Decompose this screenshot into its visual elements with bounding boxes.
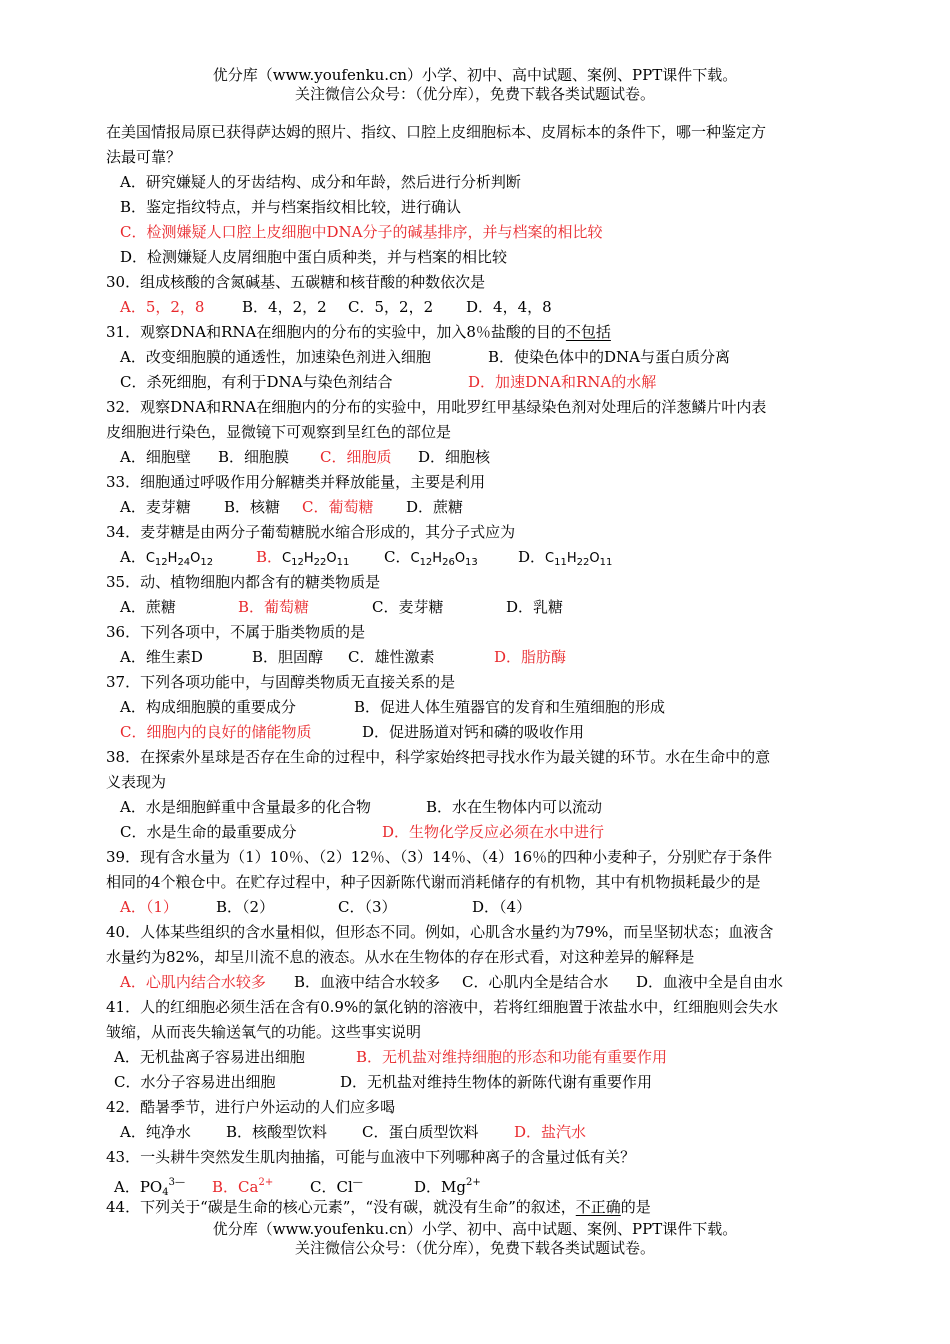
q43-option-b-sup: 2+ <box>258 1177 274 1188</box>
q36-option-c: C．雄性激素 <box>348 648 435 666</box>
footer-line-1: 优分库（www.youfenku.cn）小学、初中、高中试题、案例、PPT课件下载。 <box>212 1220 738 1238</box>
q42-option-c: C．蛋白质型饮料 <box>362 1123 479 1141</box>
q32-options <box>106 445 858 470</box>
q35-option-c: C．麦芽糖 <box>372 598 444 616</box>
q30-option-c: C．5，2，2 <box>348 298 434 316</box>
q43-option-a-sub: 4 <box>162 1187 169 1198</box>
q41-stem-2: 皱缩，从而丧失输送氧气的功能。这些事实说明 <box>106 1023 422 1041</box>
q34-options <box>106 545 858 570</box>
q34-formula-a: $C_{12}H_{24}O_{12}$ <box>145 551 214 568</box>
q39-stem-1: 39．现有含水量为（1）10％、（2）12％、（3）14％、（4）16％的四种小麦种子，分别贮存于条件 <box>106 848 773 866</box>
q40-option-c: C．心肌内全是结合水 <box>462 973 609 991</box>
q31-option-a: A．改变细胞膜的通透性，加速染色剂进入细胞 <box>120 348 431 366</box>
q39-stem-2: 相同的4个粮仓中。在贮存过程中，种子因新陈代谢而消耗储存的有机物，其中有机物损耗最少的是 <box>106 873 761 891</box>
q44-stem-underlined: 不正确 <box>575 1198 621 1216</box>
q34-option-c <box>384 545 518 575</box>
q34-formula-c: $C_{12}H_{26}O_{13}$ <box>410 551 478 568</box>
q36-option-b: B．胆固醇 <box>252 648 324 666</box>
q34-c-h: 26 <box>442 557 455 568</box>
q34-stem: 34．麦芽糖是由两分子葡萄糖脱水缩合形成的，其分子式应为 <box>106 523 516 541</box>
q36-stem: 36．下列各项中，不属于脂类物质的是 <box>106 623 366 641</box>
q41-option-c: C．水分子容易进出细胞 <box>114 1073 276 1091</box>
q40-stem-2: 水量约为82%，却呈川流不息的液态。从水在生物体的存在形式看，对这种差异的解释是 <box>106 948 695 966</box>
q37-option-d: D．促进肠道对钙和磷的吸收作用 <box>362 723 585 741</box>
q34-option-c-label: C． <box>384 548 411 566</box>
q44-stem-text: 44．下列关于“碳是生命的核心元素”，“没有碳，就没有生命”的叙述， <box>106 1198 576 1216</box>
q32-option-a: A．细胞壁 <box>120 448 191 466</box>
q32-option-d: D．细胞核 <box>418 448 491 466</box>
q43-option-c-sup: — <box>352 1177 363 1188</box>
q31-option-d-answer: D．加速DNA和RNA的水解 <box>468 373 657 391</box>
q35-option-d: D．乳糖 <box>506 598 564 616</box>
q40-option-b: B．血液中结合水较多 <box>294 973 441 991</box>
q38-stem-2: 义表现为 <box>106 773 167 791</box>
q31-option-b: B．使染色体中的DNA与蛋白质分离 <box>488 348 731 366</box>
q29-stem-2: 法最可靠？ <box>106 148 182 166</box>
q41-option-d: D．无机盐对维持生物体的新陈代谢有重要作用 <box>340 1073 653 1091</box>
page-footer <box>0 1220 950 1258</box>
q43-option-b-text: B．Ca <box>212 1178 259 1196</box>
q39-option-b: B．（2） <box>216 898 275 916</box>
q37-stem: 37．下列各项功能中，与固醇类物质无直接关系的是 <box>106 673 456 691</box>
q34-c-o: 13 <box>465 557 478 568</box>
q35-options <box>106 595 858 620</box>
q33-option-d: D．蔗糖 <box>406 498 464 516</box>
q37-option-a: A．构成细胞膜的重要成分 <box>120 698 296 716</box>
q30-option-d: D．4，4，8 <box>466 298 552 316</box>
q29-option-c-answer: C．检测嫌疑人口腔上皮细胞中DNA分子的碱基排序，并与档案的相比较 <box>120 223 603 241</box>
q40-options <box>106 970 858 995</box>
q41-options-cd <box>106 1070 858 1095</box>
q39-options <box>106 895 858 920</box>
q31-options-cd <box>106 370 858 395</box>
q34-b-c: 12 <box>291 557 304 568</box>
q31-option-c: C．杀死细胞，有利于DNA与染色剂结合 <box>120 373 393 391</box>
q31-stem <box>106 320 858 345</box>
q29-stem-1: 在美国情报局原已获得萨达姆的照片、指纹、口腔上皮细胞标本、皮屑标本的条件下，哪一种鉴定方 <box>106 123 767 141</box>
q38-option-b: B．水在生物体内可以流动 <box>426 798 603 816</box>
q42-option-a: A．纯净水 <box>120 1123 191 1141</box>
q34-option-a-label: A． <box>120 548 146 566</box>
q34-c-c: 12 <box>419 557 433 568</box>
question-list <box>106 120 858 1220</box>
q41-stem-1: 41．人的红细胞必须生活在含有0.9%的氯化钠的溶液中，若将红细胞置于浓盐水中，红细胞则会失水 <box>106 998 779 1016</box>
q34-a-h: 24 <box>177 557 191 568</box>
q34-d-c: 11 <box>554 557 567 568</box>
q37-options-cd <box>106 720 858 745</box>
q32-option-c-answer: C．细胞质 <box>320 448 392 466</box>
q44-stem-end: 的是 <box>620 1198 651 1216</box>
q37-option-b: B．促进人体生殖器官的发育和生殖细胞的形成 <box>354 698 666 716</box>
q43-options <box>106 1170 858 1198</box>
q36-option-a: A．维生素D <box>120 648 203 666</box>
q34-formula-d: $C_{11}H_{22}O_{11}$ <box>545 551 613 568</box>
q37-options-ab <box>106 695 858 720</box>
q33-option-c-answer: C．葡萄糖 <box>302 498 374 516</box>
q32-stem-1: 32．观察DNA和RNA在细胞内的分布的实验中，用吡罗红甲基绿染色剂对处理后的洋葱鳞片叶内表 <box>106 398 767 416</box>
q33-options <box>106 495 858 520</box>
q30-option-a-answer: A．5，2，8 <box>120 298 205 316</box>
q34-b-h: 22 <box>313 557 327 568</box>
q43-option-d-text: D．Mg <box>414 1178 466 1196</box>
page-header <box>0 66 950 104</box>
q30-options <box>106 295 858 320</box>
q38-option-c: C．水是生命的最重要成分 <box>120 823 297 841</box>
q32-option-b: B．细胞膜 <box>218 448 290 466</box>
q35-stem: 35．动、植物细胞内都含有的糖类物质是 <box>106 573 381 591</box>
header-line-1: 优分库（www.youfenku.cn）小学、初中、高中试题、案例、PPT课件下载。 <box>212 66 738 84</box>
q42-options <box>106 1120 858 1145</box>
footer-line-2: 关注微信公众号：（优分库），免费下载各类试题试卷。 <box>294 1239 655 1257</box>
q43-option-c-text: C．Cl <box>310 1178 353 1196</box>
q34-a-o: 12 <box>200 557 214 568</box>
q40-option-a-answer: A．心肌内结合水较多 <box>120 973 266 991</box>
q43-option-d-sup: 2+ <box>466 1177 481 1188</box>
q44-stem <box>106 1195 858 1220</box>
q42-option-b: B．核酸型饮料 <box>226 1123 328 1141</box>
q38-option-d-answer: D．生物化学反应必须在水中进行 <box>382 823 605 841</box>
q33-option-a: A．麦芽糖 <box>120 498 191 516</box>
q35-option-a: A．蔗糖 <box>120 598 176 616</box>
q34-a-c: 12 <box>154 557 168 568</box>
q43-stem: 43．一头耕牛突然发生肌肉抽搐，可能与血液中下列哪种离子的含量过低有关？ <box>106 1148 636 1166</box>
q30-stem: 30．组成核酸的含氮碱基、五碳糖和核苷酸的种数依次是 <box>106 273 486 291</box>
q40-option-d: D．血液中全是自由水 <box>636 973 784 991</box>
q42-option-d-answer: D．盐汽水 <box>514 1123 587 1141</box>
q33-option-b: B．核糖 <box>224 498 281 516</box>
q39-option-d: D．（4） <box>472 898 532 916</box>
q34-d-o: 11 <box>599 557 613 568</box>
q36-options <box>106 645 858 670</box>
q35-option-b-answer: B．葡萄糖 <box>238 598 310 616</box>
q31-stem-underlined: 不包括 <box>565 323 611 341</box>
q36-option-d-answer: D．脂肪酶 <box>494 648 567 666</box>
q32-stem-2: 皮细胞进行染色，显微镜下可观察到呈红色的部位是 <box>106 423 452 441</box>
q42-stem: 42．酷暑季节，进行户外运动的人们应多喝 <box>106 1098 396 1116</box>
q29-option-a: A．研究嫌疑人的牙齿结构、成分和年龄，然后进行分析判断 <box>120 173 521 191</box>
q41-option-b-answer: B．无机盐对维持细胞的形态和功能有重要作用 <box>356 1048 668 1066</box>
q29-option-d: D．检测嫌疑人皮屑细胞中蛋白质种类，并与档案的相比较 <box>120 248 508 266</box>
q43-option-a-text: A．PO <box>114 1178 163 1196</box>
q34-b-o: 11 <box>336 557 350 568</box>
q34-option-d <box>518 545 612 575</box>
q34-d-h: 22 <box>576 557 590 568</box>
q43-option-a-sup: 3— <box>168 1177 185 1188</box>
q38-options-cd <box>106 820 858 845</box>
q34-option-b-label: B． <box>256 548 283 566</box>
q38-option-a: A．水是细胞鲜重中含量最多的化合物 <box>120 798 371 816</box>
q40-stem-1: 40．人体某些组织的含水量相似，但形态不同。例如，心肌含水量约为79%，而呈坚韧状态；血液含 <box>106 923 774 941</box>
q41-options-ab <box>106 1045 858 1070</box>
q29-option-b: B．鉴定指纹特点，并与档案指纹相比较，进行确认 <box>120 198 462 216</box>
q39-option-c: C．（3） <box>338 898 397 916</box>
q38-stem-1: 38．在探索外星球是否存在生命的过程中，科学家始终把寻找水作为最关键的环节。水在生命中的意 <box>106 748 771 766</box>
q41-option-a: A．无机盐离子容易进出细胞 <box>114 1048 305 1066</box>
q30-option-b: B．4，2，2 <box>242 298 327 316</box>
q34-formula-b: $C_{12}H_{22}O_{11}$ <box>282 551 350 568</box>
q37-option-c-answer: C．细胞内的良好的储能物质 <box>120 723 312 741</box>
header-line-2: 关注微信公众号：（优分库），免费下载各类试题试卷。 <box>294 85 655 103</box>
q31-options-ab <box>106 345 858 370</box>
q38-options-ab <box>106 795 858 820</box>
q33-stem: 33．细胞通过呼吸作用分解糖类并释放能量，主要是利用 <box>106 473 486 491</box>
q39-option-a-answer: A．（1） <box>120 898 178 916</box>
q34-option-d-label: D． <box>518 548 546 566</box>
q31-stem-text: 31．观察DNA和RNA在细胞内的分布的实验中，加入8％盐酸的目的 <box>106 323 566 341</box>
